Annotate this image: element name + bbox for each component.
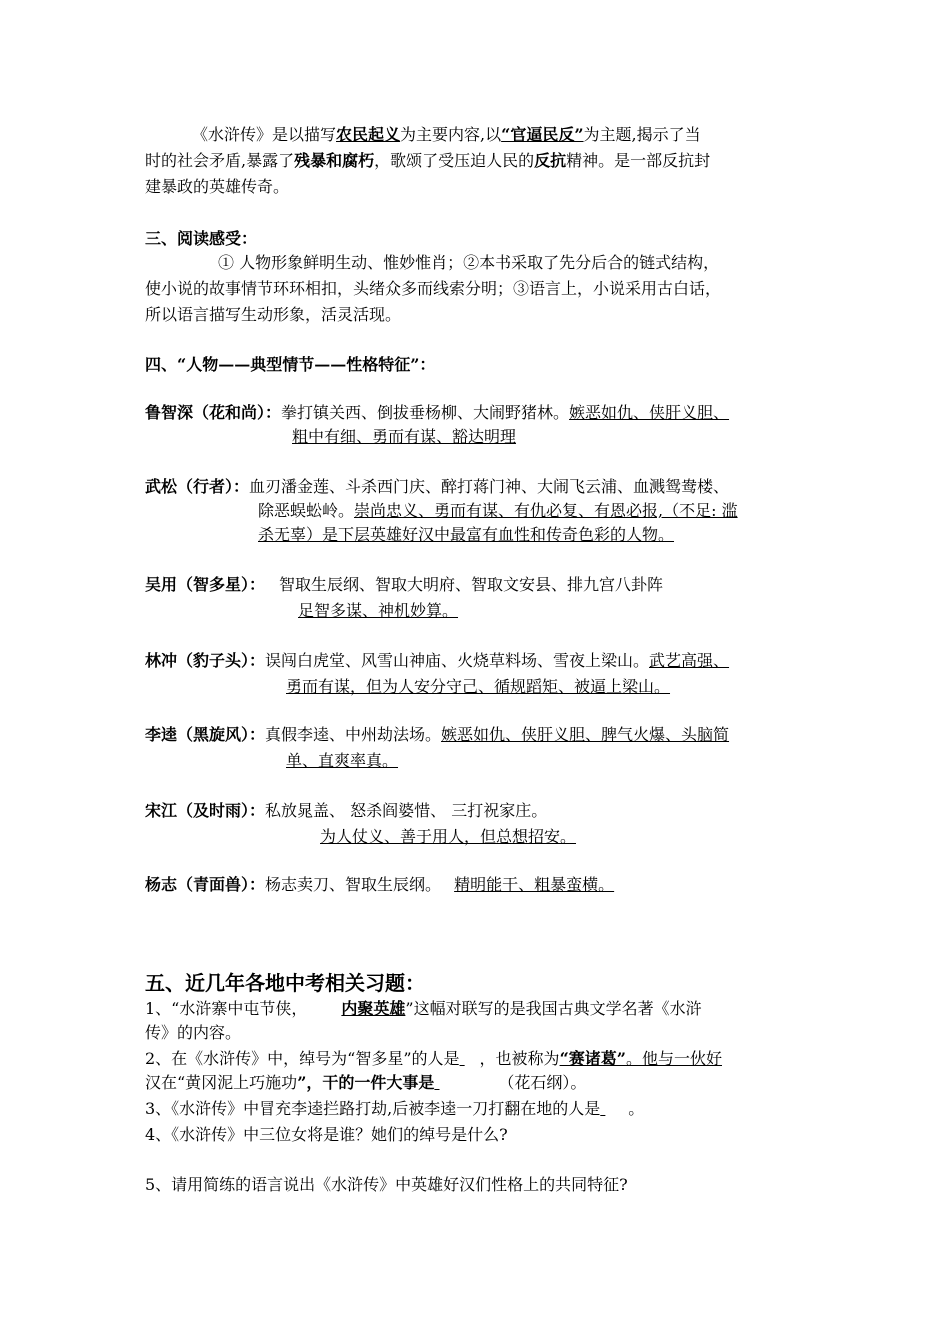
question-2 [145, 1046, 722, 1072]
intro-line-3: 建暴政的英雄传奇。 [145, 177, 290, 196]
section-4-title: 四、“人物——典型情节——性格特征”： [145, 355, 436, 374]
character-plot: 拳打镇关西、倒拔垂杨柳、大闹野猪林。 [281, 403, 570, 422]
character-plot: 血刃潘金莲、斗杀西门庆、醉打蒋门神、大闹飞云浦、血溅鸳鸯楼、 [249, 477, 730, 496]
intro-text: 为主题,揭示了当 [583, 125, 701, 144]
character-wu-song [145, 474, 729, 500]
question-text: ”，干的一件大事是 [297, 1073, 435, 1092]
character-trait: 单、直爽率真。 [286, 751, 399, 770]
question-text: （花石纲）。 [498, 1073, 587, 1092]
character-plot: 私放晁盖、 怒杀阎婆惜、 三打祝家庄。 [265, 801, 548, 820]
character-trait: 粗中有细、勇而有谋、豁达明理 [292, 427, 517, 446]
section-3-line-1: ① 人物形象鲜明生动、惟妙惟肖；②本书采取了先分后合的链式结构， [218, 253, 720, 272]
question-1 [145, 996, 702, 1022]
question-2-line-2 [145, 1070, 586, 1096]
intro-line-1 [192, 122, 701, 148]
question-text: 3、《水浒传》中冒充李逵拦路打劫,后被李逵一刀打翻在地的人是 [145, 1099, 601, 1118]
question-text: 1、“水浒寨中屯节侠， [145, 999, 308, 1018]
character-trait: 杀无辜）是下层英雄好汉中最富有血性和传奇色彩的人物。 [258, 525, 675, 544]
answer-text: 内聚英雄 [341, 999, 406, 1018]
character-trait: 勇而有谋，但为人安分守己、循规蹈矩、被逼上梁山。 [286, 677, 671, 696]
intro-line-2 [145, 148, 710, 174]
keyword-resistance: 反抗 [534, 151, 567, 170]
character-plot: 智取生辰纲、智取大明府、智取文安县、排九宫八卦阵 [279, 575, 664, 594]
character-name: 宋江（及时雨）： [145, 801, 266, 820]
question-text: ”这幅对联写的是我国古典文学名著《水浒 [405, 999, 702, 1018]
character-plot: 杨志卖刀、智取生辰纲。 [265, 875, 447, 894]
character-trait: 精明能干、粗暴蛮横。 [454, 875, 615, 894]
section-3-line-2: 使小说的故事情节环环相扣，头绪众多而线索分明；③语言上，小说采用古白话， [145, 279, 722, 298]
character-name: 林冲（豹子头）： [145, 651, 266, 670]
character-plot: 误闯白虎堂、风雪山神庙、火烧草料场、雪夜上梁山。 [265, 651, 650, 670]
character-name: 吴用（智多星）： [145, 575, 266, 594]
intro-text: ，歌颂了受压迫人民的 [374, 151, 535, 170]
question-3 [145, 1096, 644, 1122]
character-trait: 崇尚忠义、勇而有谋、有仇必复、有恩必报,（不足: 滥 [354, 501, 738, 520]
character-plot: 除恶蜈蚣岭。 [258, 501, 355, 520]
section-3-line-3: 所以语言描写生动形象，活灵活现。 [145, 305, 402, 324]
keyword-theme: “官逼民反” [501, 125, 584, 144]
character-lin-chong [145, 648, 729, 674]
question-text: 汉在“黄冈泥上巧施功 [145, 1073, 298, 1092]
question-text: 。他与一伙好 [625, 1049, 722, 1068]
character-wu-yong [145, 572, 663, 598]
intro-text: 精神。是一部反抗封 [566, 151, 711, 170]
question-text: 。 [628, 1099, 645, 1118]
intro-text: 为主要内容,以 [400, 125, 502, 144]
character-trait: 武艺高强、 [649, 651, 730, 670]
character-name: 杨志（青面兽）： [145, 875, 266, 894]
answer-text: “赛诸葛” [559, 1049, 626, 1068]
character-trait: 足智多谋、神机妙算。 [298, 601, 459, 620]
character-plot: 真假李逵、中州劫法场。 [265, 725, 442, 744]
character-wu-song-line-2 [258, 498, 738, 524]
character-trait: 为人仗义、善于用人，但总想招安。 [320, 827, 577, 846]
keyword-cruelty: 残暴和腐朽 [294, 151, 375, 170]
character-yang-zhi [145, 872, 614, 898]
question-1-line-2: 传》的内容。 [145, 1023, 242, 1042]
question-text: ，也被称为 [479, 1049, 560, 1068]
character-name: 武松（行者）： [145, 477, 250, 496]
character-trait: 嫉恶如仇、侠肝义胆、脾气火爆、头脑简 [441, 725, 730, 744]
character-song-jiang [145, 798, 547, 824]
character-li-kui [145, 722, 729, 748]
intro-text: 时的社会矛盾,暴露了 [145, 151, 295, 170]
question-4: 4、《水浒传》中三位女将是谁？她们的绰号是什么? [145, 1125, 508, 1144]
section-3-title: 三、阅读感受： [145, 229, 258, 248]
keyword-peasant-uprising: 农民起义 [336, 125, 401, 144]
character-name: 李逵（黑旋风）： [145, 725, 266, 744]
question-text: 2、在《水浒传》中，绰号为“智多星”的人是 [145, 1049, 460, 1068]
character-lu-zhishen [145, 400, 729, 426]
intro-text: 《水浒传》是以描写 [192, 125, 337, 144]
character-name: 鲁智深（花和尚）： [145, 403, 282, 422]
section-5-title: 五、近几年各地中考相关习题： [145, 971, 425, 995]
character-trait: 嫉恶如仇、侠肝义胆、 [569, 403, 730, 422]
question-5: 5、请用简练的语言说出《水浒传》中英雄好汉们性格上的共同特征? [145, 1175, 628, 1194]
